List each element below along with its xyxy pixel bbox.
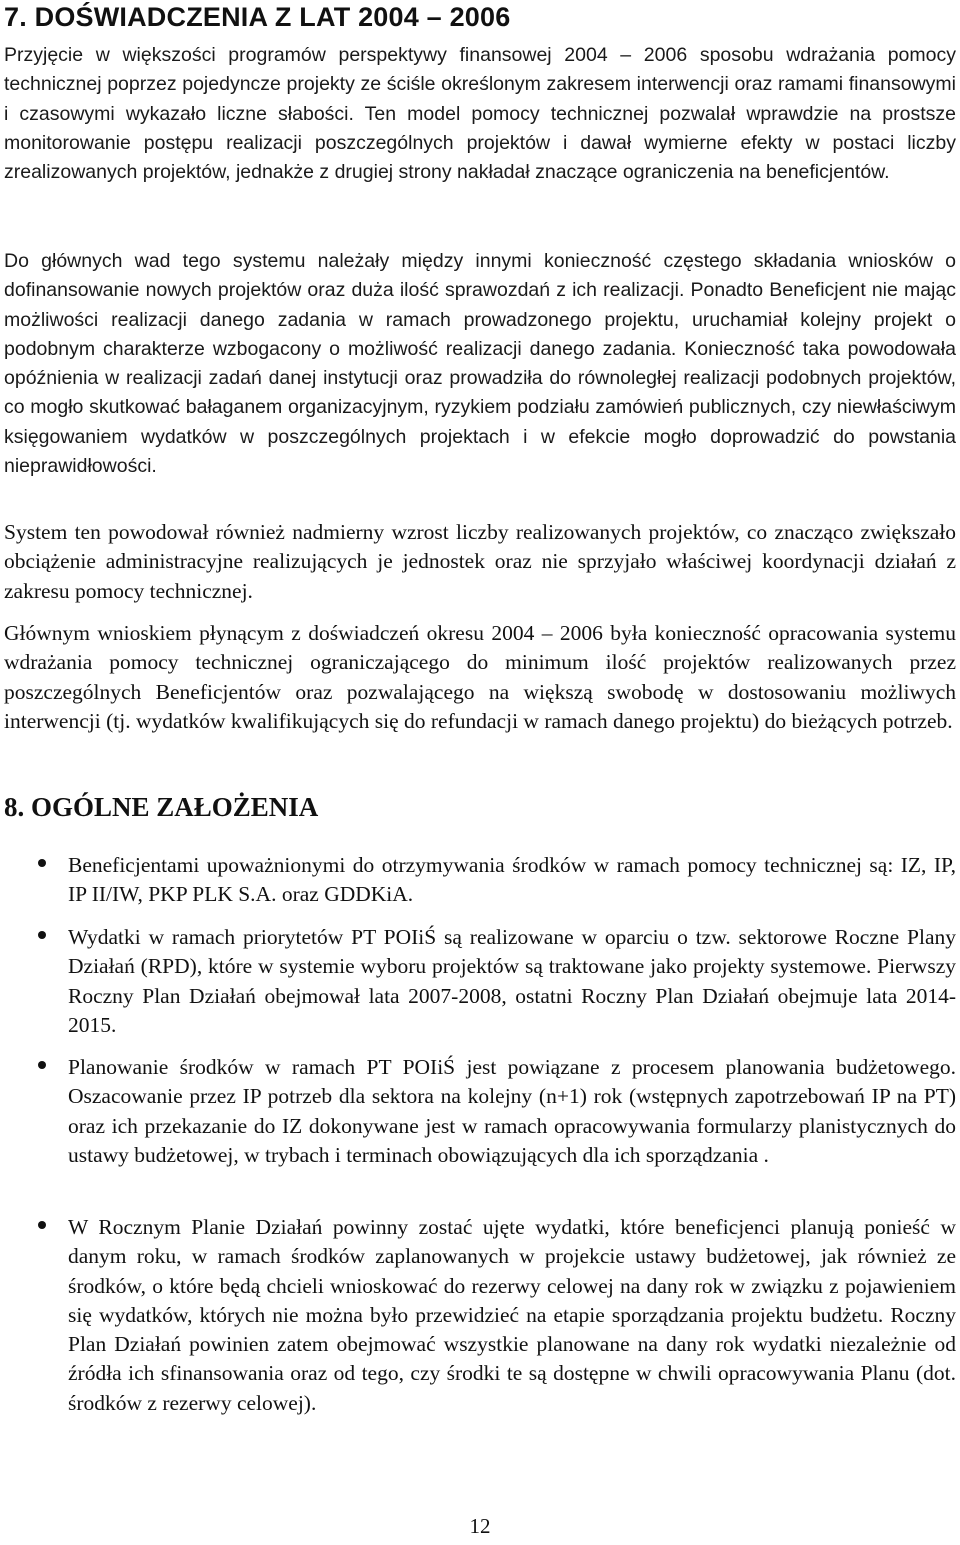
section-8-heading: 8. OGÓLNE ZAŁOŻENIA xyxy=(4,792,319,822)
list-item: W Rocznym Planie Działań powinny zostać ujęte wydatki, które beneficjenci planują ponieść w danym roku, w ramach środków zaplanowanych w projekcie ustawy budżetowej, jak również ze środków, o które będą chcieli wnioskować do rezerwy celowej na dany rok w związku z pojawieniem się wydatków, których nie można było przewidzieć na etapie sporządzania projektu budżetu. Roczny Plan Działań powinien zatem obejmować wszystkie planowane na dany rok wydatki niezależnie od źródła ich sfinansowania oraz od tego, czy środki te są dostępne w chwili opracowywania Planu (dot. środków z rezerwy celowej). xyxy=(68,1215,956,1415)
section-7-heading: 7. DOŚWIADCZENIA Z LAT 2004 – 2006 xyxy=(4,2,511,32)
bullet-icon xyxy=(38,1221,46,1229)
bullet-icon xyxy=(38,859,46,867)
section-7-paragraph-3: System ten powodował również nadmierny wzrost liczby realizowanych projektów, co znacząco zwiększało obciążenie administracyjne realizujących je jednostek oraz nie sprzyjało właściwej koordynacji działań z zakresu pomocy technicznej. xyxy=(4,520,956,603)
section-7-paragraph-4: Głównym wnioskiem płynącym z doświadczeń okresu 2004 – 2006 była konieczność opracowania systemu wdrażania pomocy technicznej ograniczającego do minimum ilość projektów realizowanych przez poszczególnych Beneficjentów oraz pozwalającego na większą swobodę w dostosowaniu możliwych interwencji (tj. wydatków kwalifikujących się do refundacji w ramach danego projektu) do bieżących potrzeb. xyxy=(4,621,956,733)
bullet-icon xyxy=(38,931,46,939)
list-item: Wydatki w ramach priorytetów PT POIiŚ są realizowane w oparciu o tzw. sektorowe Roczne Plany Działań (RPD), które w systemie wyboru projektów są traktowane jako projekty systemowe. Pierwszy Roczny Plan Działań obejmował lata 2007-2008, ostatni Roczny Plan Działań obejmuje lata 2014-2015. xyxy=(68,925,956,1037)
section-7-paragraph-1: Przyjęcie w większości programów perspektywy finansowej 2004 – 2006 sposobu wdrażania pomocy technicznej poprzez pojedyncze projekty ze ściśle określonym zakresem interwencji oraz ramami finansowymi i czasowymi wykazało liczne słabości. Ten model pomocy technicznej pozwalał wprawdzie na prostsze monitorowanie postępu realizacji poszczególnych projektów i dawał wymierne efekty w postaci liczby zrealizowanych projektów, jednakże z drugiej strony nakładał znaczące ograniczenia na beneficjentów. xyxy=(4,44,956,184)
section-7-paragraph-2: Do głównych wad tego systemu należały między innymi konieczność częstego składania wniosków o dofinansowanie nowych projektów oraz duża ilość sprawozdań z ich realizacji. Ponadto Beneficjent nie mając możliwości realizacji danego zadania w ramach prowadzonego projektu, uruchamiał kolejny projekt o podobnym charakterze wzbogacony o możliwość realizacji danego zadania. Konieczność taka powodowała opóźnienia w realizacji zadań danej instytucji oraz prowadziła do równoległej realizacji podobnych projektów, co mogło skutkować bałaganem organizacyjnym, ryzykiem podziału zamówień publicznych, czy niewłaściwym księgowaniem wydatków w poszczególnych projektach i w efekcie mogło doprowadzić do powstania nieprawidłowości. xyxy=(4,250,956,478)
list-item: Planowanie środków w ramach PT POIiŚ jest powiązane z procesem planowania budżetowego. Oszacowanie przez IP potrzeb dla sektora na kolejny (n+1) rok (wstępnych zapotrzebowań IP na PT) oraz ich przekazanie do IZ dokonywane jest w ramach opracowywania formularzy planistycznych do ustawy budżetowej, w trybach i terminach obowiązujących dla ich sporządzania . xyxy=(68,1055,956,1167)
page-number: 12 xyxy=(469,1514,491,1538)
list-item: Beneficjentami upoważnionymi do otrzymywania środków w ramach pomocy technicznej są: IZ, IP, IP II/IW, PKP PLK S.A. oraz GDDKiA. xyxy=(68,853,956,907)
bullet-icon xyxy=(38,1061,46,1069)
